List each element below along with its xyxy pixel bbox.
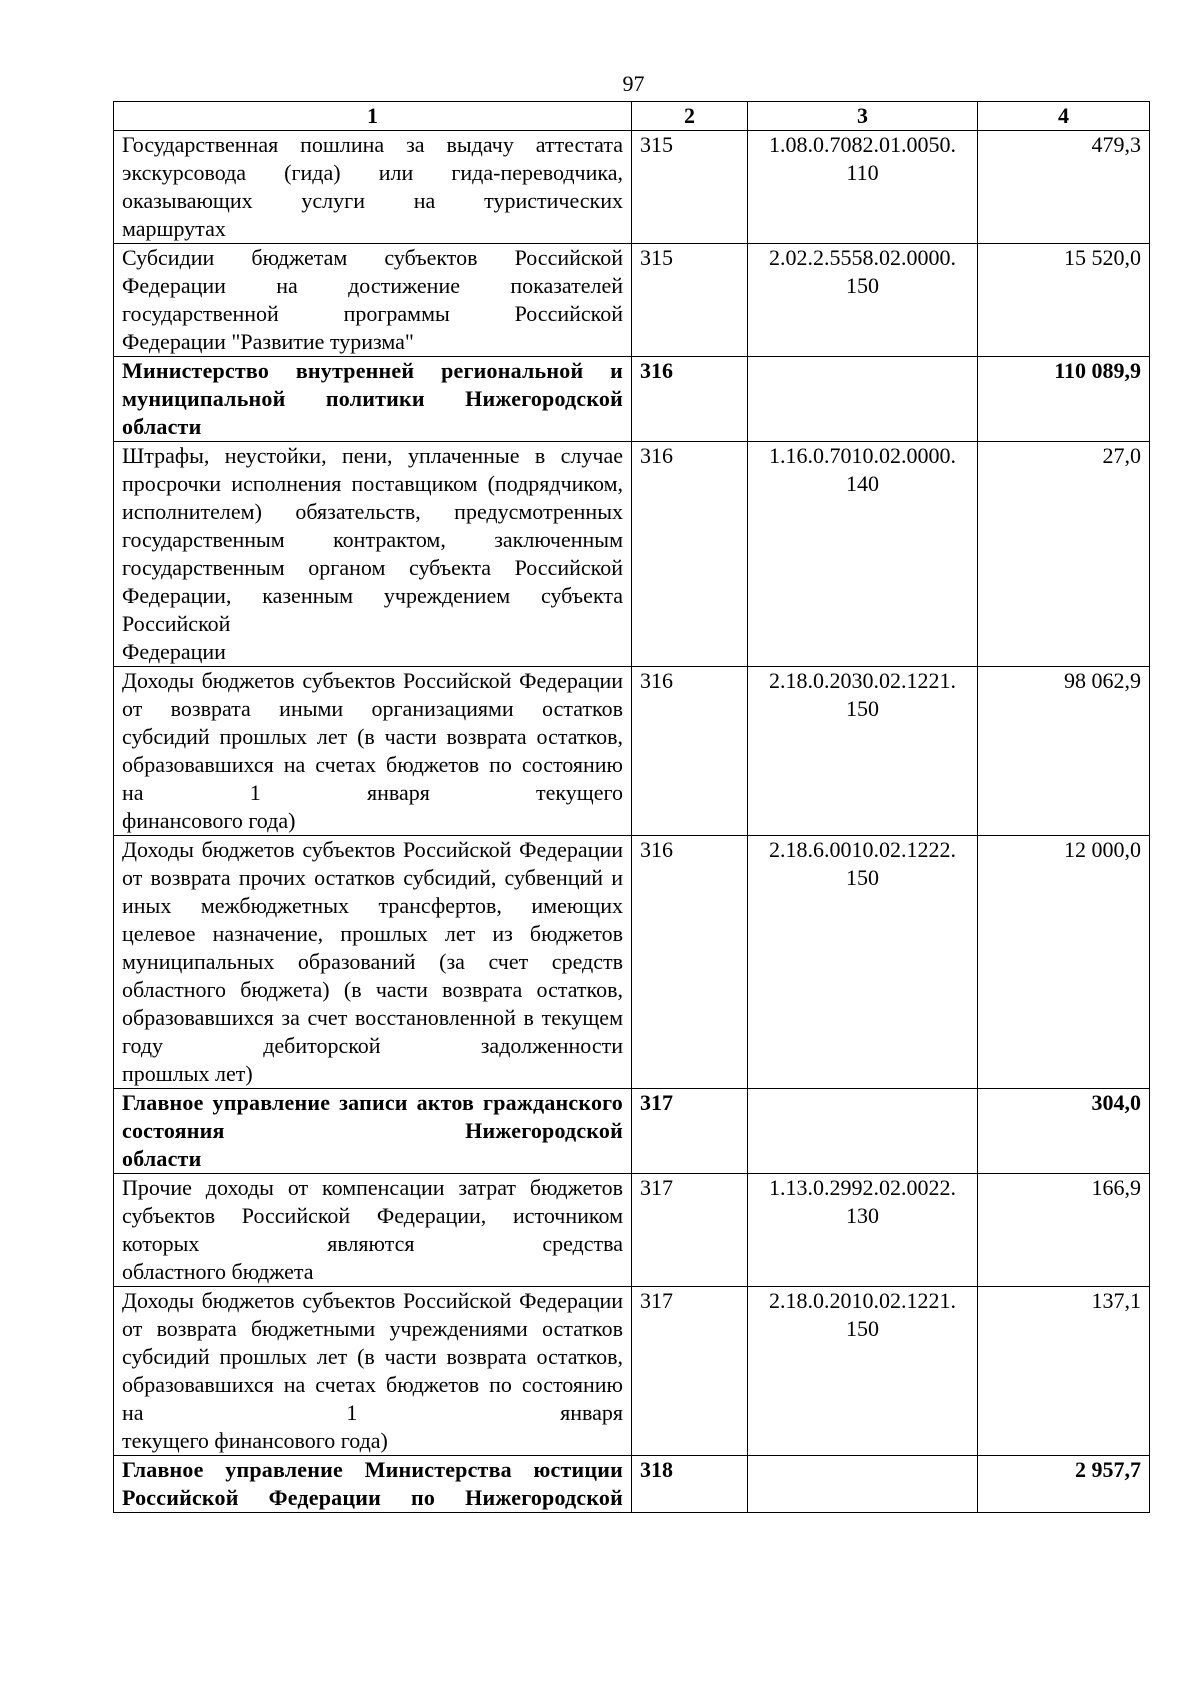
row-description: [114, 244, 632, 357]
description-text: Штрафы, неустойки, пени, уплаченные в случае просрочки исполнения поставщиком (подрядчиком, исполнителем) обязательств, предусмотренных государственным контрактом, заключенным государственным органом субъекта Российской Федерации, казенным учреждением субъекта Российской: [122, 443, 623, 636]
description-text: Государственная пошлина за выдачу аттестата экскурсовода (гида) или гида-переводчика, оказывающих услуги на туристических: [122, 132, 623, 213]
description-text: Главное управление записи актов гражданского состояния Нижегородской: [122, 1090, 623, 1143]
row-admin-code: 317: [632, 1089, 748, 1174]
table-row: [114, 1287, 1150, 1456]
description-last-line: прошлых лет): [122, 1061, 253, 1086]
row-description: [114, 1456, 632, 1513]
classification-code-part-1: 2.18.0.2030.02.1221.: [769, 668, 956, 693]
row-description: [114, 131, 632, 244]
classification-code-part-2: 130: [846, 1203, 879, 1228]
header-col-3: 3: [748, 102, 978, 131]
row-amount: 166,9: [978, 1174, 1150, 1287]
description-last-line: областного бюджета: [122, 1259, 314, 1284]
row-amount: 98 062,9: [978, 667, 1150, 836]
table-row: [114, 357, 1150, 442]
header-col-1: 1: [114, 102, 632, 131]
row-description: [114, 1089, 632, 1174]
classification-code-part-2: 110: [846, 160, 879, 185]
table-row: [114, 836, 1150, 1089]
row-amount: 137,1: [978, 1287, 1150, 1456]
row-description: [114, 442, 632, 667]
row-admin-code: 318: [632, 1456, 748, 1513]
classification-code-part-1: 1.16.0.7010.02.0000.: [769, 443, 956, 468]
description-text: Доходы бюджетов субъектов Российской Федерации от возврата прочих остатков субсидий, субвенций и иных межбюджетных трансфертов, имеющих целевое назначение, прошлых лет из бюджетов муниципальных образований (за счет средств областного бюджета) (в части возврата остатков, образовавшихся за счет восстановленной в текущем году дебиторской задолженности: [122, 837, 623, 1058]
row-amount: 110 089,9: [978, 357, 1150, 442]
description-last-line: Федерации "Развитие туризма": [122, 329, 414, 354]
row-amount: 304,0: [978, 1089, 1150, 1174]
row-classification-code: [748, 667, 978, 836]
header-row: [114, 102, 1150, 131]
table-row: [114, 667, 1150, 836]
description-text: Доходы бюджетов субъектов Российской Федерации от возврата иными организациями остатков субсидий прошлых лет (в части возврата остатков, образовавшихся на счетах бюджетов по состоянию на 1 января текущего: [122, 668, 623, 805]
row-admin-code: 316: [632, 442, 748, 667]
row-amount: 479,3: [978, 131, 1150, 244]
row-description: [114, 1174, 632, 1287]
row-description: [114, 667, 632, 836]
classification-code-part-2: 150: [846, 696, 879, 721]
row-classification-code: [748, 357, 978, 442]
row-admin-code: 316: [632, 836, 748, 1089]
table-row: [114, 244, 1150, 357]
row-admin-code: 316: [632, 667, 748, 836]
row-amount: 2 957,7: [978, 1456, 1150, 1513]
row-description: [114, 357, 632, 442]
description-text: Субсидии бюджетам субъектов Российской Федерации на достижение показателей государственной программы Российской: [122, 245, 623, 326]
row-amount: 27,0: [978, 442, 1150, 667]
page-number: 97: [622, 71, 645, 96]
description-text: Доходы бюджетов субъектов Российской Федерации от возврата бюджетными учреждениями остатков субсидий прошлых лет (в части возврата остатков, образовавшихся на счетах бюджетов по состоянию на 1 января: [122, 1288, 623, 1425]
classification-code-part-1: 2.18.0.2010.02.1221.: [769, 1288, 956, 1313]
row-classification-code: [748, 131, 978, 244]
table-row: [114, 442, 1150, 667]
classification-code-part-2: 150: [846, 865, 879, 890]
classification-code-part-1: 2.02.2.5558.02.0000.: [769, 245, 956, 270]
description-last-line: области: [122, 414, 202, 439]
classification-code-part-1: 1.13.0.2992.02.0022.: [769, 1175, 956, 1200]
classification-code-part-2: 150: [846, 273, 879, 298]
description-last-line: маршрутах: [122, 216, 226, 241]
row-amount: 12 000,0: [978, 836, 1150, 1089]
table-row: [114, 1089, 1150, 1174]
row-classification-code: [748, 244, 978, 357]
row-description: [114, 1287, 632, 1456]
description-text: Главное управление Министерства юстиции Российской Федерации по Нижегородской: [122, 1457, 623, 1510]
row-admin-code: 315: [632, 244, 748, 357]
description-text: Прочие доходы от компенсации затрат бюджетов субъектов Российской Федерации, источником которых являются средства: [122, 1175, 623, 1256]
table-row: [114, 1174, 1150, 1287]
description-last-line: финансового года): [122, 808, 296, 833]
header-col-4: 4: [978, 102, 1150, 131]
row-admin-code: 317: [632, 1287, 748, 1456]
classification-code-part-2: 140: [846, 471, 879, 496]
description-last-line: Федерации: [122, 639, 226, 664]
budget-table: [113, 101, 1150, 1513]
description-text: Министерство внутренней региональной и муниципальной политики Нижегородской: [122, 358, 623, 411]
row-amount: 15 520,0: [978, 244, 1150, 357]
row-admin-code: 315: [632, 131, 748, 244]
row-classification-code: [748, 442, 978, 667]
description-last-line: текущего финансового года): [122, 1428, 388, 1453]
table-row: [114, 131, 1150, 244]
header-col-2: 2: [632, 102, 748, 131]
table-row: [114, 1456, 1150, 1513]
row-admin-code: 317: [632, 1174, 748, 1287]
row-admin-code: 316: [632, 357, 748, 442]
classification-code-part-2: 150: [846, 1316, 879, 1341]
description-last-line: области: [122, 1146, 202, 1171]
classification-code-part-1: 1.08.0.7082.01.0050.: [769, 132, 956, 157]
row-description: [114, 836, 632, 1089]
classification-code-part-1: 2.18.6.0010.02.1222.: [769, 837, 956, 862]
row-classification-code: [748, 1456, 978, 1513]
row-classification-code: [748, 1089, 978, 1174]
row-classification-code: [748, 1287, 978, 1456]
row-classification-code: [748, 836, 978, 1089]
row-classification-code: [748, 1174, 978, 1287]
